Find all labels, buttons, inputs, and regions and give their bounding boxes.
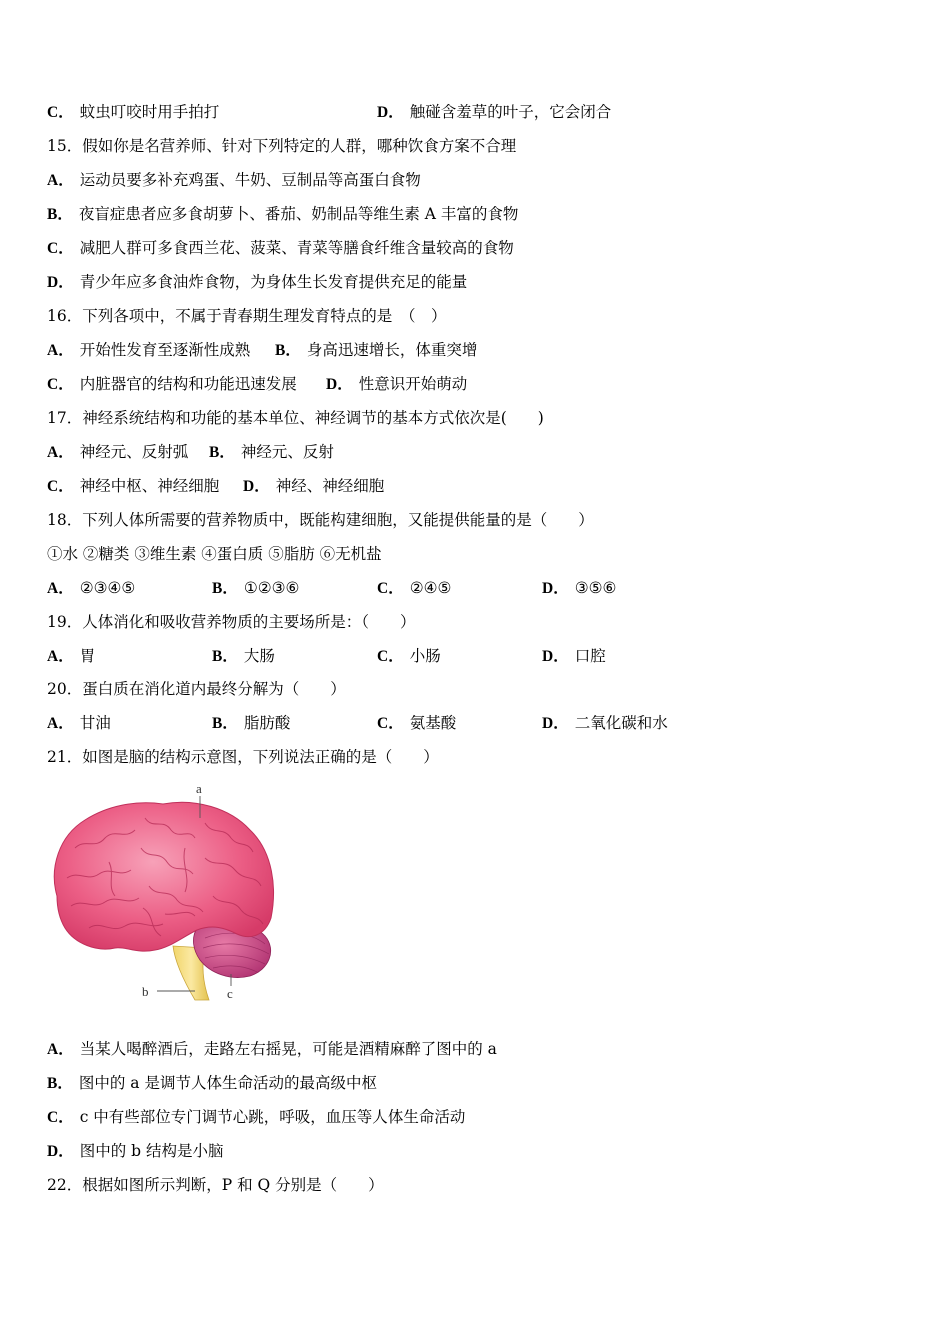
q18-option-a — [47, 579, 135, 597]
option-text: 触碰含羞草的叶子，它会闭合 — [409, 103, 612, 121]
option-text: 甘油 — [79, 714, 111, 732]
option-label: A． — [47, 342, 74, 359]
option-label: C． — [47, 478, 74, 495]
option-text: 脂肪酸 — [243, 714, 291, 732]
option-text: 当某人喝醉酒后，走路左右摇晃，可能是酒精麻醉了图中的 a — [79, 1040, 497, 1058]
option-label: B． — [275, 342, 301, 359]
option-text: 性意识开始萌动 — [358, 375, 468, 393]
option-text: 图中的 a 是调节人体生命活动的最高级中枢 — [78, 1074, 377, 1092]
option-text: 小肠 — [409, 647, 441, 665]
brain-diagram — [45, 778, 290, 1003]
option-text: ③⑤⑥ — [574, 579, 617, 597]
option-text: 青少年应多食油炸食物，为身体生长发育提供充足的能量 — [79, 273, 468, 291]
option-label: D． — [47, 1143, 74, 1160]
option-text: 神经中枢、神经细胞 — [79, 477, 220, 495]
option-text: 神经元、反射 — [240, 443, 334, 461]
option-text: 身高迅速增长，体重突增 — [306, 341, 478, 359]
q20-option-b — [212, 713, 290, 734]
option-text: 神经元、反射弧 — [79, 443, 189, 461]
option-text: 大肠 — [243, 647, 275, 665]
option-text: 内脏器官的结构和功能迅速发展 — [79, 375, 297, 393]
option-label: C． — [377, 715, 404, 732]
q21-option-b — [47, 1073, 377, 1094]
option-label: C． — [47, 1109, 74, 1126]
q16-options-row-1 — [47, 340, 478, 361]
q15-option-a — [47, 170, 421, 191]
option-label: B． — [212, 580, 238, 597]
q14-option-row — [47, 102, 612, 123]
q18-option-b — [212, 578, 299, 599]
q20-options-row — [47, 713, 668, 734]
label-b: b — [142, 984, 149, 999]
option-label: D． — [326, 376, 353, 393]
q15-option-b — [47, 204, 518, 225]
option-label: B． — [47, 1075, 73, 1092]
option-label: A． — [47, 715, 74, 732]
q16-option-d — [326, 374, 467, 395]
q21-stem: 21．如图是脑的结构示意图，下列说法正确的是（ ） — [47, 748, 439, 766]
q18-option-c — [377, 578, 451, 599]
option-text: ①②③⑥ — [243, 579, 300, 597]
option-text: ②③④⑤ — [79, 579, 136, 597]
q22-stem: 22．根据如图所示判断，P 和 Q 分别是（ ） — [47, 1176, 384, 1194]
q17-option-d — [243, 476, 384, 497]
option-label: D． — [377, 104, 404, 121]
q20-stem: 20．蛋白质在消化道内最终分解为（ ） — [47, 680, 346, 698]
option-text: 氨基酸 — [409, 714, 457, 732]
q17-stem: 17．神经系统结构和功能的基本单位、神经调节的基本方式依次是( ) — [47, 409, 544, 427]
q15-option-c — [47, 238, 514, 259]
option-label: B． — [209, 444, 235, 461]
option-label: A． — [47, 172, 74, 189]
option-text: 神经、神经细胞 — [275, 477, 385, 495]
option-label: C． — [47, 376, 74, 393]
option-label: C． — [47, 104, 74, 121]
option-label: A． — [47, 1041, 74, 1058]
option-label: B． — [212, 715, 238, 732]
option-text: 开始性发育至逐渐性成熟 — [79, 341, 251, 359]
option-label: D． — [542, 648, 569, 665]
q19-option-b — [212, 646, 275, 667]
option-label: D． — [542, 580, 569, 597]
option-label: D． — [47, 274, 74, 291]
option-label: B． — [47, 206, 73, 223]
option-text: 蚊虫叮咬时用手拍打 — [79, 103, 220, 121]
q21-option-d — [47, 1141, 223, 1162]
q14-option-d — [377, 102, 611, 123]
q19-option-a — [47, 647, 95, 665]
option-label: C． — [47, 240, 74, 257]
q17-options-row-1 — [47, 442, 334, 463]
option-label: B． — [212, 648, 238, 665]
brain-illustration — [45, 778, 290, 1003]
q16-stem: 16．下列各项中，不属于青春期生理发育特点的是 （ ） — [47, 307, 447, 325]
label-a: a — [196, 781, 202, 796]
label-c: c — [227, 986, 233, 1001]
q18-items: ①水 ②糖类 ③维生素 ④蛋白质 ⑤脂肪 ⑥无机盐 — [47, 545, 382, 563]
q16-option-b — [275, 340, 477, 361]
q21-option-c — [47, 1107, 465, 1128]
option-text: 夜盲症患者应多食胡萝卜、番茄、奶制品等维生素 A 丰富的食物 — [78, 205, 519, 223]
q16-options-row-2 — [47, 374, 468, 395]
q20-option-c — [377, 713, 456, 734]
q19-stem: 19．人体消化和吸收营养物质的主要场所是：（ ） — [47, 613, 416, 631]
q15-option-d — [47, 272, 467, 293]
q15-stem: 15．假如你是名营养师、针对下列特定的人群，哪种饮食方案不合理 — [47, 137, 517, 155]
q18-options-row — [47, 578, 617, 599]
q19-option-d — [542, 646, 606, 667]
q17-options-row-2 — [47, 476, 385, 497]
q19-option-c — [377, 646, 441, 667]
q18-stem: 18．下列人体所需要的营养物质中，既能构建细胞，又能提供能量的是（ ） — [47, 511, 594, 529]
q18-option-d — [542, 578, 616, 599]
q21-option-a — [47, 1039, 497, 1060]
option-label: A． — [47, 580, 74, 597]
option-label: C． — [377, 580, 404, 597]
q20-option-a — [47, 714, 111, 732]
option-text: c 中有些部位专门调节心跳，呼吸，血压等人体生命活动 — [79, 1108, 466, 1126]
option-label: A． — [47, 648, 74, 665]
option-text: 减肥人群可多食西兰花、菠菜、青菜等膳食纤维含量较高的食物 — [79, 239, 514, 257]
option-label: A． — [47, 444, 74, 461]
option-text: ②④⑤ — [409, 579, 452, 597]
q20-option-d — [542, 713, 668, 734]
option-label: D． — [542, 715, 569, 732]
option-text: 二氧化碳和水 — [574, 714, 668, 732]
q17-option-b — [209, 442, 334, 463]
option-text: 胃 — [79, 647, 96, 665]
option-text: 图中的 b 结构是小脑 — [79, 1142, 224, 1160]
option-text: 口腔 — [574, 647, 606, 665]
option-text: 运动员要多补充鸡蛋、牛奶、豆制品等高蛋白食物 — [79, 171, 421, 189]
q19-options-row — [47, 646, 606, 667]
option-label: D． — [243, 478, 270, 495]
option-label: C． — [377, 648, 404, 665]
